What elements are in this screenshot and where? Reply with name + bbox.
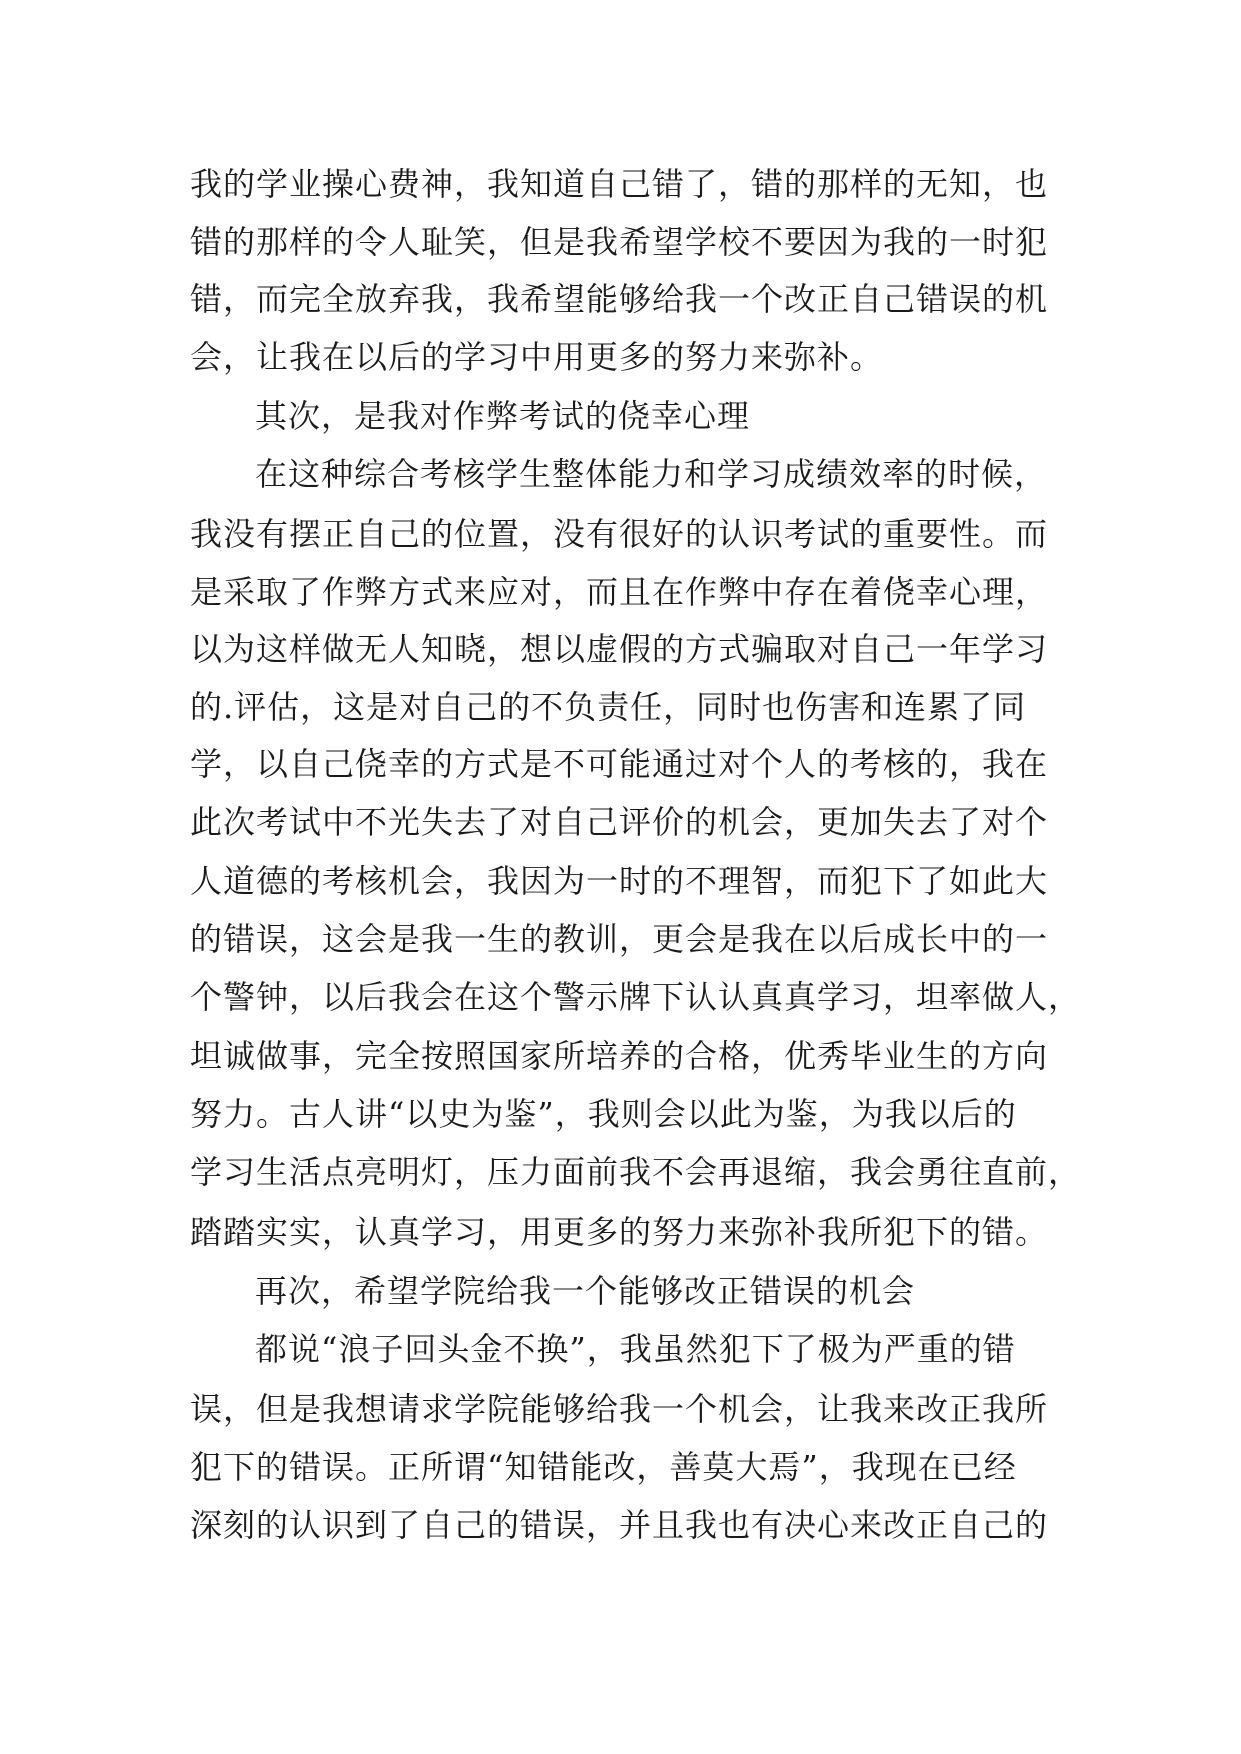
section-heading: 再次，希望学院给我一个能够改正错误的机会 — [255, 1272, 916, 1310]
text-line: 的.评估，这是对自己的不负责任，同时也伤害和连累了同 — [190, 688, 1027, 726]
text-line: 在这种综合考核学生整体能力和学习成绩效率的时候， — [255, 455, 1048, 493]
text-line: 学习生活点亮明灯，压力面前我不会再退缩，我会勇往直前， — [190, 1153, 1082, 1191]
text-line: 犯下的错误。正所谓“知错能改，善莫大焉”，我现在已经 — [190, 1448, 1017, 1486]
text-line: 坦诚做事，完全按照国家所培养的合格，优秀毕业生的方向 — [190, 1037, 1049, 1075]
text-line: 努力。古人讲“以史为鉴”，我则会以此为鉴，为我以后的 — [190, 1095, 1017, 1133]
text-line: 以为这样做无人知晓，想以虚假的方式骗取对自己一年学习 — [190, 630, 1049, 668]
text-line: 误，但是我想请求学院能够给我一个机会，让我来改正我所 — [190, 1390, 1049, 1428]
text-line: 深刻的认识到了自己的错误，并且我也有决心来改正自己的 — [190, 1506, 1049, 1544]
text-line: 是采取了作弊方式来应对，而且在作弊中存在着侥幸心理， — [190, 573, 1049, 611]
text-line: 个警钟，以后我会在这个警示牌下认认真真学习，坦率做人， — [190, 978, 1082, 1016]
text-line: 我的学业操心费神，我知道自己错了，错的那样的无知，也 — [190, 165, 1049, 203]
text-line: 我没有摆正自己的位置，没有很好的认识考试的重要性。而 — [190, 515, 1049, 553]
text-line: 错的那样的令人耻笑，但是我希望学校不要因为我的一时犯 — [190, 223, 1049, 261]
text-line: 人道德的考核机会，我因为一时的不理智，而犯下了如此大 — [190, 862, 1049, 900]
section-heading: 其次，是我对作弊考试的侥幸心理 — [255, 397, 751, 435]
text-line: 的错误，这会是我一生的教训，更会是我在以后成长中的一 — [190, 920, 1049, 958]
text-line: 都说“浪子回头金不换”，我虽然犯下了极为严重的错 — [255, 1330, 1016, 1368]
text-line: 学，以自己侥幸的方式是不可能通过对个人的考核的，我在 — [190, 745, 1049, 783]
text-line: 踏踏实实，认真学习，用更多的努力来弥补我所犯下的错。 — [190, 1213, 1049, 1251]
text-line: 会，让我在以后的学习中用更多的努力来弥补。 — [190, 338, 884, 376]
text-line: 错，而完全放弃我，我希望能够给我一个改正自己错误的机 — [190, 280, 1049, 318]
text-line: 此次考试中不光失去了对自己评价的机会，更加失去了对个 — [190, 803, 1049, 841]
